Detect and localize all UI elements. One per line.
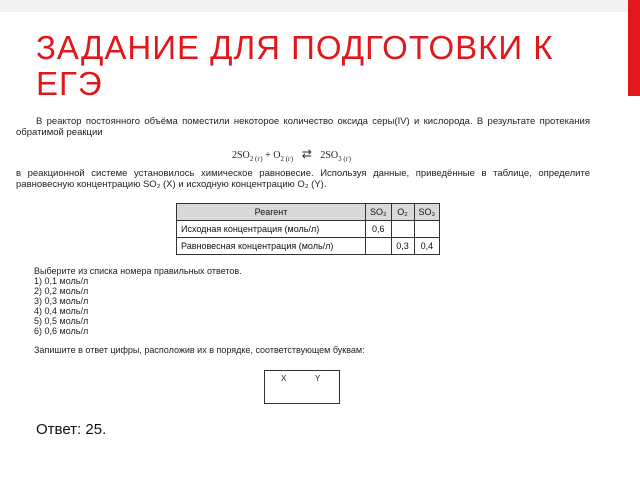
concentration-table [176,203,440,255]
table-header: Реагент [177,204,366,221]
eq-right-sub: 3 (г) [338,155,351,163]
answer-instruction: Запишите в ответ цифры, расположив их в порядке, соответствующем буквам: [34,345,365,355]
table-header-row [177,204,440,221]
list-item: 5) 0,5 моль/л [34,316,89,326]
list-item: 2) 0,2 моль/л [34,286,89,296]
table-cell [391,221,414,238]
choose-prompt: Выберите из списка номера правильных ответов. [34,266,242,276]
eq-left-sub: 2 (г) [249,155,263,163]
eq-left: 2SO [232,150,250,161]
table-cell: 0,3 [391,238,414,255]
table-cell: 0,4 [414,238,440,255]
table-cell: 0,6 [366,221,392,238]
table-header: O₂ [391,204,414,221]
list-item: 3) 0,3 моль/л [34,296,89,306]
answer-box [264,370,340,404]
table-row [177,221,440,238]
options-list [34,266,242,336]
list-item: 4) 0,4 моль/л [34,306,89,316]
table-row [177,238,440,255]
table-cell [366,238,392,255]
eq-right: 2SO [320,150,339,161]
slide-title: ЗАДАНИЕ ДЛЯ ПОДГОТОВКИ К ЕГЭ [36,29,554,102]
table-cell: Равновесная концентрация (моль/л) [177,238,366,255]
table-header: SO₃ [414,204,440,221]
table-cell [414,221,440,238]
answer-text: Ответ: 25. [36,421,107,438]
answer-label-x: X [281,374,287,383]
task-condition: в реакционной системе установилось химическое равновесие. Используя данные, приведённые в таблице, определите равновесную концентрацию SO₂ (X) и исходную концентрацию O₂ (Y). [16,168,590,190]
reaction-equation [232,147,351,163]
top-bar [0,0,640,12]
eq-plus-sub: 2 (г) [280,155,294,163]
equilibrium-arrow-icon: ⇄ [301,147,312,161]
answer-label-y: Y [315,374,321,383]
list-item: 1) 0,1 моль/л [34,276,89,286]
list-item: 6) 0,6 моль/л [34,326,89,336]
accent-bar [628,0,640,96]
table-header: SO₂ [366,204,392,221]
table-cell: Исходная концентрация (моль/л) [177,221,366,238]
task-intro: В реактор постоянного объёма поместили некоторое количество оксида серы(IV) и кислорода. В результате протекания обратимой реакции [16,116,590,138]
eq-plus: + O [265,150,281,161]
